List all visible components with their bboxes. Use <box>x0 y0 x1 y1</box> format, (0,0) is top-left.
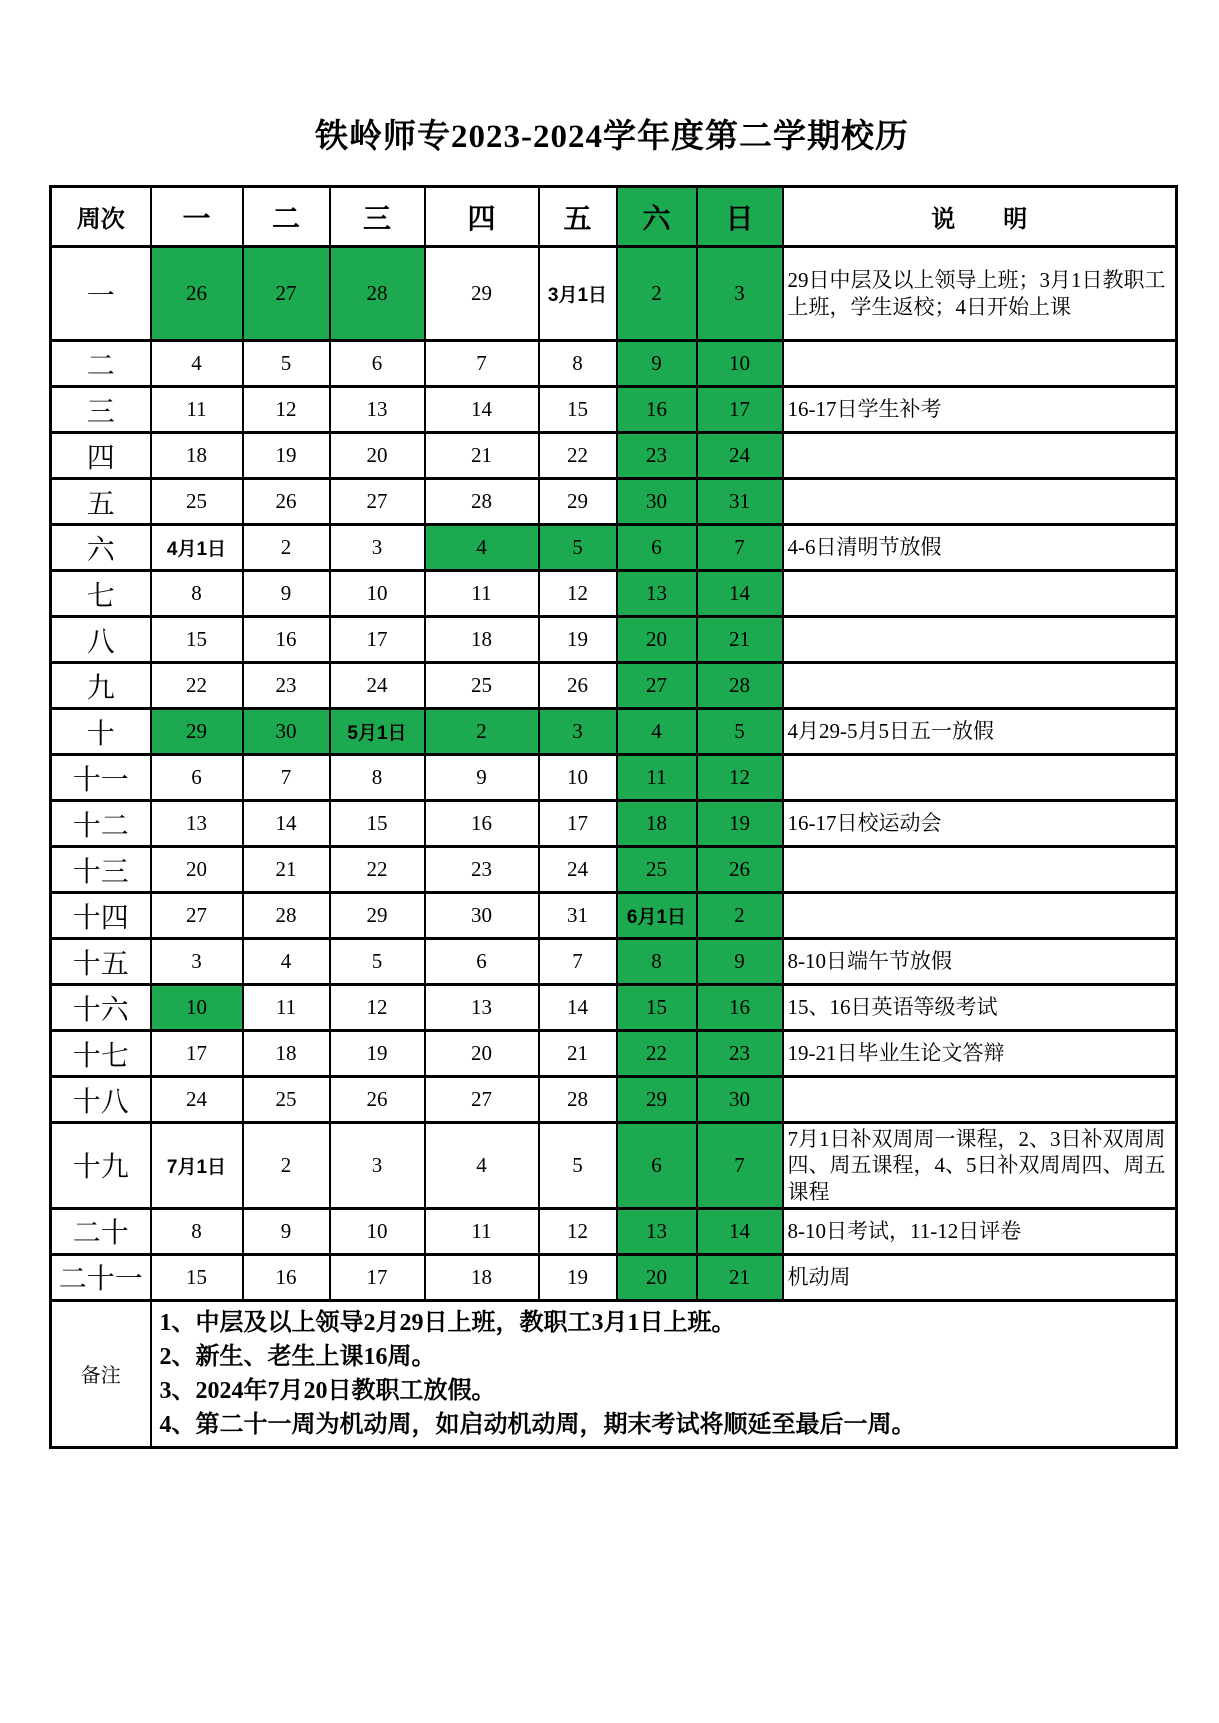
table-row <box>51 1077 1177 1123</box>
day-cell: 15 <box>330 801 425 847</box>
day-cell-holiday: 14 <box>697 1208 783 1254</box>
day-cell-holiday: 29 <box>151 709 243 755</box>
day-cell: 23 <box>243 663 330 709</box>
day-header: 六 <box>617 187 697 247</box>
week-number-label: 十八 <box>51 1077 151 1123</box>
day-cell: 12 <box>539 571 617 617</box>
day-cell-holiday: 29 <box>617 1077 697 1123</box>
day-cell: 17 <box>151 1031 243 1077</box>
day-cell: 3 <box>151 939 243 985</box>
day-cell: 16 <box>425 801 539 847</box>
day-header: 五 <box>539 187 617 247</box>
day-cell: 7月1日 <box>151 1123 243 1209</box>
note-cell <box>783 433 1177 479</box>
day-cell: 11 <box>151 387 243 433</box>
day-cell-holiday: 14 <box>697 571 783 617</box>
week-number-label: 十九 <box>51 1123 151 1209</box>
table-row <box>51 985 1177 1031</box>
note-cell <box>783 571 1177 617</box>
day-cell-holiday: 19 <box>697 801 783 847</box>
note-cell: 15、16日英语等级考试 <box>783 985 1177 1031</box>
table-row <box>51 341 1177 387</box>
day-cell-holiday: 28 <box>330 247 425 341</box>
day-cell: 16 <box>243 1254 330 1300</box>
week-number-label: 十 <box>51 709 151 755</box>
week-number-label: 七 <box>51 571 151 617</box>
table-row <box>51 663 1177 709</box>
day-cell: 12 <box>539 1208 617 1254</box>
note-cell: 机动周 <box>783 1254 1177 1300</box>
day-cell: 29 <box>425 247 539 341</box>
day-cell-holiday: 22 <box>617 1031 697 1077</box>
note-cell <box>783 341 1177 387</box>
remark-line: 4、第二十一周为机动周，如启动机动周，期末考试将顺延至最后一周。 <box>159 1411 916 1438</box>
day-cell: 20 <box>151 847 243 893</box>
day-cell-holiday: 7 <box>697 525 783 571</box>
day-cell: 6 <box>330 341 425 387</box>
table-row <box>51 847 1177 893</box>
day-cell: 29 <box>539 479 617 525</box>
day-cell: 19 <box>539 617 617 663</box>
day-cell: 18 <box>425 617 539 663</box>
day-cell-holiday: 27 <box>243 247 330 341</box>
day-cell: 28 <box>539 1077 617 1123</box>
note-cell: 19-21日毕业生论文答辩 <box>783 1031 1177 1077</box>
day-cell: 17 <box>330 617 425 663</box>
note-cell <box>783 755 1177 801</box>
day-cell: 18 <box>243 1031 330 1077</box>
day-cell: 19 <box>539 1254 617 1300</box>
day-cell-holiday: 3 <box>697 247 783 341</box>
week-number-label: 十二 <box>51 801 151 847</box>
day-cell-holiday: 15 <box>617 985 697 1031</box>
day-cell-holiday: 2 <box>425 709 539 755</box>
table-row <box>51 1208 1177 1254</box>
day-cell-holiday: 4 <box>425 525 539 571</box>
table-row <box>51 247 1177 341</box>
day-cell: 14 <box>539 985 617 1031</box>
day-cell: 15 <box>539 387 617 433</box>
day-cell-holiday: 8 <box>617 939 697 985</box>
day-cell: 26 <box>243 479 330 525</box>
table-row <box>51 479 1177 525</box>
day-cell-holiday: 3 <box>539 709 617 755</box>
day-cell: 12 <box>330 985 425 1031</box>
table-row <box>51 617 1177 663</box>
note-cell <box>783 479 1177 525</box>
day-cell: 4 <box>151 341 243 387</box>
day-cell-holiday: 17 <box>697 387 783 433</box>
remarks-label: 备注 <box>51 1300 151 1447</box>
day-cell-holiday: 5 <box>539 525 617 571</box>
note-cell: 4月29-5月5日五一放假 <box>783 709 1177 755</box>
note-cell <box>783 893 1177 939</box>
day-cell: 8 <box>151 1208 243 1254</box>
day-cell-holiday: 7 <box>697 1123 783 1209</box>
day-cell: 8 <box>539 341 617 387</box>
day-cell: 11 <box>425 571 539 617</box>
day-cell: 10 <box>539 755 617 801</box>
day-cell-holiday: 30 <box>697 1077 783 1123</box>
day-cell-holiday: 20 <box>617 1254 697 1300</box>
note-cell: 8-10日考试，11-12日评卷 <box>783 1208 1177 1254</box>
day-cell: 6 <box>151 755 243 801</box>
day-cell: 3 <box>330 1123 425 1209</box>
day-cell: 24 <box>330 663 425 709</box>
day-cell-holiday: 10 <box>697 341 783 387</box>
week-number-label: 二 <box>51 341 151 387</box>
note-cell: 29日中层及以上领导上班；3月1日教职工上班，学生返校；4日开始上课 <box>783 247 1177 341</box>
calendar-table <box>49 185 1178 1449</box>
day-cell-holiday: 26 <box>697 847 783 893</box>
table-row <box>51 1254 1177 1300</box>
day-cell: 28 <box>243 893 330 939</box>
table-row <box>51 755 1177 801</box>
day-cell: 25 <box>243 1077 330 1123</box>
day-cell: 7 <box>243 755 330 801</box>
day-cell: 22 <box>151 663 243 709</box>
day-cell: 20 <box>330 433 425 479</box>
remark-line: 3、2024年7月20日教职工放假。 <box>159 1377 496 1404</box>
day-cell-holiday: 10 <box>151 985 243 1031</box>
day-cell: 21 <box>243 847 330 893</box>
day-cell: 22 <box>330 847 425 893</box>
note-cell: 16-17日学生补考 <box>783 387 1177 433</box>
day-cell: 4 <box>425 1123 539 1209</box>
day-header: 一 <box>151 187 243 247</box>
remarks-body <box>151 1300 1177 1447</box>
table-row <box>51 525 1177 571</box>
day-cell-holiday: 6 <box>617 525 697 571</box>
day-cell: 24 <box>539 847 617 893</box>
day-cell-holiday: 6月1日 <box>617 893 697 939</box>
day-cell: 29 <box>330 893 425 939</box>
day-cell: 24 <box>151 1077 243 1123</box>
day-cell-holiday: 26 <box>151 247 243 341</box>
day-cell-holiday: 25 <box>617 847 697 893</box>
day-cell-holiday: 9 <box>697 939 783 985</box>
week-number-label: 十五 <box>51 939 151 985</box>
week-number-label: 十七 <box>51 1031 151 1077</box>
day-cell: 19 <box>330 1031 425 1077</box>
day-cell-holiday: 5月1日 <box>330 709 425 755</box>
note-cell: 4-6日清明节放假 <box>783 525 1177 571</box>
day-cell: 4 <box>243 939 330 985</box>
day-cell: 9 <box>425 755 539 801</box>
table-row <box>51 387 1177 433</box>
day-cell-holiday: 21 <box>697 1254 783 1300</box>
day-cell-holiday: 28 <box>697 663 783 709</box>
day-cell: 15 <box>151 1254 243 1300</box>
day-cell: 11 <box>243 985 330 1031</box>
day-cell-holiday: 30 <box>243 709 330 755</box>
notes-column-header: 说 明 <box>783 187 1177 247</box>
day-cell-holiday: 27 <box>617 663 697 709</box>
table-row <box>51 433 1177 479</box>
day-cell: 9 <box>243 571 330 617</box>
table-row <box>51 709 1177 755</box>
day-cell-holiday: 18 <box>617 801 697 847</box>
day-cell: 25 <box>425 663 539 709</box>
table-row <box>51 1031 1177 1077</box>
week-number-label: 五 <box>51 479 151 525</box>
week-number-label: 十一 <box>51 755 151 801</box>
day-cell: 7 <box>425 341 539 387</box>
day-cell: 7 <box>539 939 617 985</box>
day-cell-holiday: 16 <box>617 387 697 433</box>
table-row <box>51 571 1177 617</box>
day-cell-holiday: 11 <box>617 755 697 801</box>
week-number-label: 二十 <box>51 1208 151 1254</box>
day-cell: 22 <box>539 433 617 479</box>
day-cell-holiday: 31 <box>697 479 783 525</box>
day-cell: 12 <box>243 387 330 433</box>
note-cell: 8-10日端午节放假 <box>783 939 1177 985</box>
page-title: 铁岭师专2023-2024学年度第二学期校历 <box>315 119 909 155</box>
day-cell: 26 <box>539 663 617 709</box>
day-cell: 13 <box>330 387 425 433</box>
day-cell: 31 <box>539 893 617 939</box>
day-cell: 20 <box>425 1031 539 1077</box>
day-cell-holiday: 13 <box>617 571 697 617</box>
day-cell-holiday: 4 <box>617 709 697 755</box>
day-cell-holiday: 9 <box>617 341 697 387</box>
remarks-row <box>51 1300 1177 1447</box>
day-cell: 14 <box>425 387 539 433</box>
note-cell: 16-17日校运动会 <box>783 801 1177 847</box>
day-cell: 30 <box>425 893 539 939</box>
day-cell: 21 <box>539 1031 617 1077</box>
week-number-label: 三 <box>51 387 151 433</box>
day-cell-holiday: 30 <box>617 479 697 525</box>
day-cell: 13 <box>425 985 539 1031</box>
day-cell: 10 <box>330 1208 425 1254</box>
day-cell: 19 <box>243 433 330 479</box>
day-cell: 27 <box>330 479 425 525</box>
day-cell: 16 <box>243 617 330 663</box>
day-cell-holiday: 21 <box>697 617 783 663</box>
day-header: 二 <box>243 187 330 247</box>
day-cell: 15 <box>151 617 243 663</box>
week-number-label: 八 <box>51 617 151 663</box>
table-row <box>51 1123 1177 1209</box>
day-cell: 4月1日 <box>151 525 243 571</box>
day-cell: 5 <box>330 939 425 985</box>
day-cell-holiday: 6 <box>617 1123 697 1209</box>
week-number-label: 一 <box>51 247 151 341</box>
day-cell: 28 <box>425 479 539 525</box>
note-cell <box>783 663 1177 709</box>
day-cell: 8 <box>330 755 425 801</box>
day-cell: 8 <box>151 571 243 617</box>
day-cell-holiday: 13 <box>617 1208 697 1254</box>
week-number-label: 四 <box>51 433 151 479</box>
day-cell-holiday: 23 <box>617 433 697 479</box>
day-cell: 18 <box>151 433 243 479</box>
day-header: 日 <box>697 187 783 247</box>
day-cell: 3 <box>330 525 425 571</box>
day-cell: 14 <box>243 801 330 847</box>
week-number-label: 二十一 <box>51 1254 151 1300</box>
remark-line: 1、中层及以上领导2月29日上班，教职工3月1日上班。 <box>159 1309 736 1336</box>
day-cell: 9 <box>243 1208 330 1254</box>
day-cell: 21 <box>425 433 539 479</box>
remark-line: 2、新生、老生上课16周。 <box>159 1343 436 1370</box>
table-row <box>51 893 1177 939</box>
day-cell: 18 <box>425 1254 539 1300</box>
day-cell: 3月1日 <box>539 247 617 341</box>
day-cell-holiday: 16 <box>697 985 783 1031</box>
week-number-label: 十三 <box>51 847 151 893</box>
day-cell: 27 <box>425 1077 539 1123</box>
day-cell: 10 <box>330 571 425 617</box>
table-row <box>51 801 1177 847</box>
note-cell <box>783 847 1177 893</box>
table-row <box>51 939 1177 985</box>
day-cell: 17 <box>539 801 617 847</box>
note-cell: 7月1日补双周周一课程，2、3日补双周周四、周五课程，4、5日补双周周四、周五课程 <box>783 1123 1177 1209</box>
note-cell <box>783 1077 1177 1123</box>
day-cell: 27 <box>151 893 243 939</box>
day-cell-holiday: 12 <box>697 755 783 801</box>
day-header: 三 <box>330 187 425 247</box>
day-cell: 2 <box>243 1123 330 1209</box>
day-cell-holiday: 20 <box>617 617 697 663</box>
week-number-label: 十六 <box>51 985 151 1031</box>
day-cell: 23 <box>425 847 539 893</box>
day-header: 四 <box>425 187 539 247</box>
day-cell: 2 <box>243 525 330 571</box>
day-cell: 26 <box>330 1077 425 1123</box>
week-number-label: 十四 <box>51 893 151 939</box>
day-cell: 13 <box>151 801 243 847</box>
day-cell: 5 <box>539 1123 617 1209</box>
day-cell: 17 <box>330 1254 425 1300</box>
note-cell <box>783 617 1177 663</box>
day-cell: 5 <box>243 341 330 387</box>
day-cell-holiday: 2 <box>617 247 697 341</box>
week-number-label: 九 <box>51 663 151 709</box>
day-cell-holiday: 2 <box>697 893 783 939</box>
header-row <box>51 187 1177 247</box>
day-cell: 11 <box>425 1208 539 1254</box>
day-cell-holiday: 23 <box>697 1031 783 1077</box>
day-cell: 25 <box>151 479 243 525</box>
day-cell-holiday: 24 <box>697 433 783 479</box>
week-number-label: 六 <box>51 525 151 571</box>
day-cell: 6 <box>425 939 539 985</box>
day-cell-holiday: 5 <box>697 709 783 755</box>
week-column-header: 周次 <box>51 187 151 247</box>
